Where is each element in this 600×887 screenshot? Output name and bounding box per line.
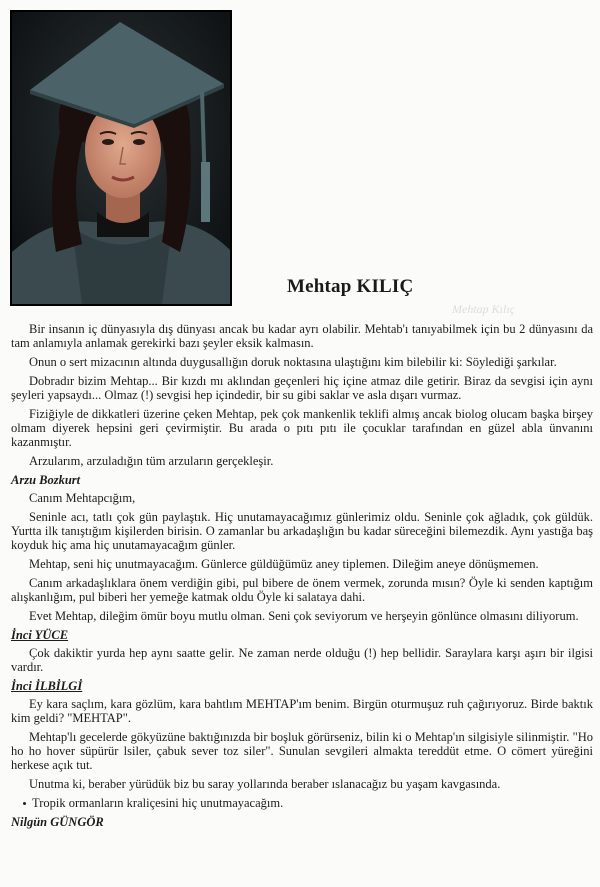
signature-inci-yuce: İnci YÜCE (11, 628, 69, 642)
faint-signature: Mehtap Kılıç (452, 302, 515, 316)
person-name: Mehtap KILIÇ (287, 276, 414, 297)
paragraph: Mehtap'lı gecelerde gökyüzüne baktığınızda bir boşluk görürseniz, bilin ki o Mehtap'ın silgisiyle silinmiştir. "Ho ho ho hover süpürür lsiler, çabuk sever toz siler". Sunulan sevgileri almakta tereddüt etme. O cömert yüreğini herkese açık tut. (11, 730, 593, 772)
paragraph: Seninle acı, tatlı çok gün paylaştık. Hiç unutamayacağımız günlerimiz oldu. Seninle çok ağladık, çok güldük. Yurtta ilk tanıştığım kişilerden birisin. O zamanlar bu arkadaşlığın bu kadar süreceğini bilemezdik. Aynı yastığa baş koyduk hiç ama hiç unutamayacağım günler. (11, 510, 593, 552)
graduate-portrait-photo (12, 12, 230, 304)
paragraph: Canım Mehtapcığım, (29, 491, 136, 505)
tribute-text (11, 322, 593, 833)
paragraph: Çok dakiktir yurda hep aynı saatte gelir. Ne zaman nerde olduğu (!) hep bellidir. Saraylara karşı aşırı bir ilgisi vardır. (11, 646, 593, 674)
paragraph: Bir insanın iç dünyasıyla dış dünyası ancak bu kadar ayrı olabilir. Mehtab'ı tanıyabilmek için bu 2 dünyasını da tam anlamıyla anlamak gerekirki bazı şeyler eksik kalmasın. (11, 322, 593, 350)
paragraph: Unutma ki, beraber yürüdük biz bu saray yollarında beraber ıslanacağız bu yaşam kavgasında. (29, 777, 501, 791)
paragraph: Evet Mehtap, dileğim ömür boyu mutlu olman. Seni çok seviyorum ve herşeyin gönlünce olmasını diliyorum. (29, 609, 579, 623)
paragraph-text: Tropik ormanların kraliçesini hiç unutmayacağım. (32, 796, 284, 810)
paragraph: Fiziğiyle de dikkatleri üzerine çeken Mehtap, pek çok mankenlik teklifi almış ancak biolog olucam başka birşey olmam diyerek hepsini geri çevirmiştir. Bu arada o pıtı pıtı ile çocuklar tarafından en güzel abla ünvanını kazanmıştır. (11, 407, 593, 449)
signature-inci-ilbilgi: İnci İLBİLGİ (11, 679, 83, 693)
paragraph: Ey kara saçlım, kara gözlüm, kara bahtlım MEHTAP'ım benim. Birgün oturmuşuz ruh çağırıyoruz. Birde baktık kim geldi? "MEHTAP". (11, 697, 593, 725)
signature-arzu: Arzu Bozkurt (11, 473, 81, 487)
paragraph: Arzularım, arzuladığın tüm arzuların gerçekleşir. (29, 454, 274, 468)
portrait-photo (10, 10, 232, 306)
paragraph: Onun o sert mizacının altında duygusallığın doruk noktasına ulaştığını kim bilebilir ki: Söylediği şarkılar. (29, 355, 557, 369)
paragraph (11, 796, 593, 810)
paragraph: Mehtap, seni hiç unutmayacağım. Günlerce güldüğümüz aney tiplemen. Dileğim aneye dönüşmemen. (29, 557, 539, 571)
paragraph: Canım arkadaşlıklara önem verdiğin gibi, pul bibere de önem vermek, zorunda mısın? Öyle ki senden kaptığım alışkanlığım, pul biberi her yemeğe katmak oldu Öyle ki salataya dahi. (11, 576, 593, 604)
paragraph: Dobradır bizim Mehtap... Bir kızdı mı aklından geçenleri hiç içine atmaz dile getirir. Biraz da sevgisi için aynı şeyleri yapsaydı... Olmaz (!) sevgisi hep içindedir, bir su gibi saklar ve asla dışarı vurmaz. (11, 374, 593, 402)
signature-nilgun: Nilgün GÜNGÖR (11, 815, 104, 829)
bullet-dot-icon (23, 802, 26, 805)
